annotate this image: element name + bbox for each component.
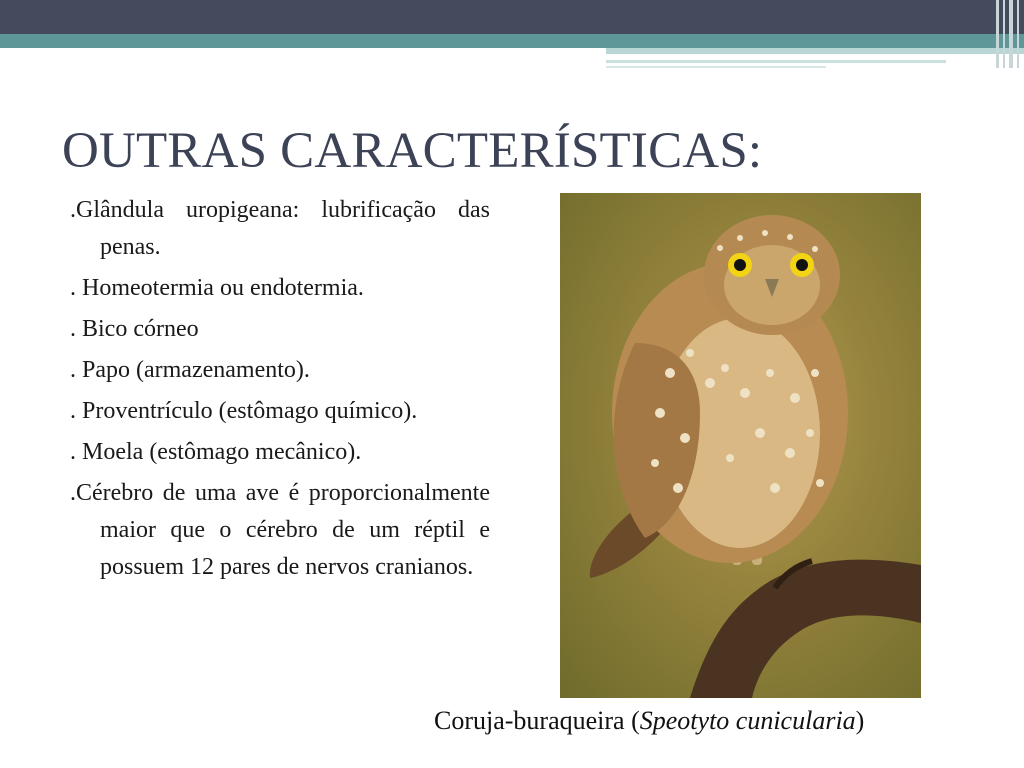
bullet-item: . Papo (armazenamento). [70,357,310,383]
owl-illustration [560,193,921,698]
bullet-item: . Homeotermia ou endotermia. [70,275,364,301]
bullet-item: . Proventrículo (estômago químico). [70,398,418,424]
header-teal-bar [0,34,1024,48]
bullet-item: .Glândula uropigeana: lubrificação das penas. [70,197,490,260]
bullet-list [70,192,490,590]
header-edge-stripe [996,0,999,68]
header-light-bar [606,48,1024,54]
header-edge-stripe [1017,0,1019,68]
caption-close-paren: ) [855,706,865,735]
bullet-item: . Moela (estômago mecânico). [70,439,362,465]
caption-scientific-name: Speotyto cunicularia [639,706,856,735]
header-edge-stripe [1009,0,1013,68]
bullet-item: . Bico córneo [70,316,199,342]
header-dark-bar [0,0,1024,34]
caption-open-paren: ( [624,706,640,735]
caption-common-name: Coruja-buraqueira [434,706,625,735]
header-edge-stripe [1003,0,1005,68]
slide-title: OUTRAS CARACTERÍSTICAS: [62,123,763,179]
header-thin-line [606,60,946,63]
owl-photo [560,193,921,698]
bullet-item: .Cérebro de uma ave é proporcionalmente maior que o cérebro de um réptil e possuem 12 pares de nervos cranianos. [70,480,490,580]
image-caption [434,706,864,736]
header-thin-line [606,66,826,68]
